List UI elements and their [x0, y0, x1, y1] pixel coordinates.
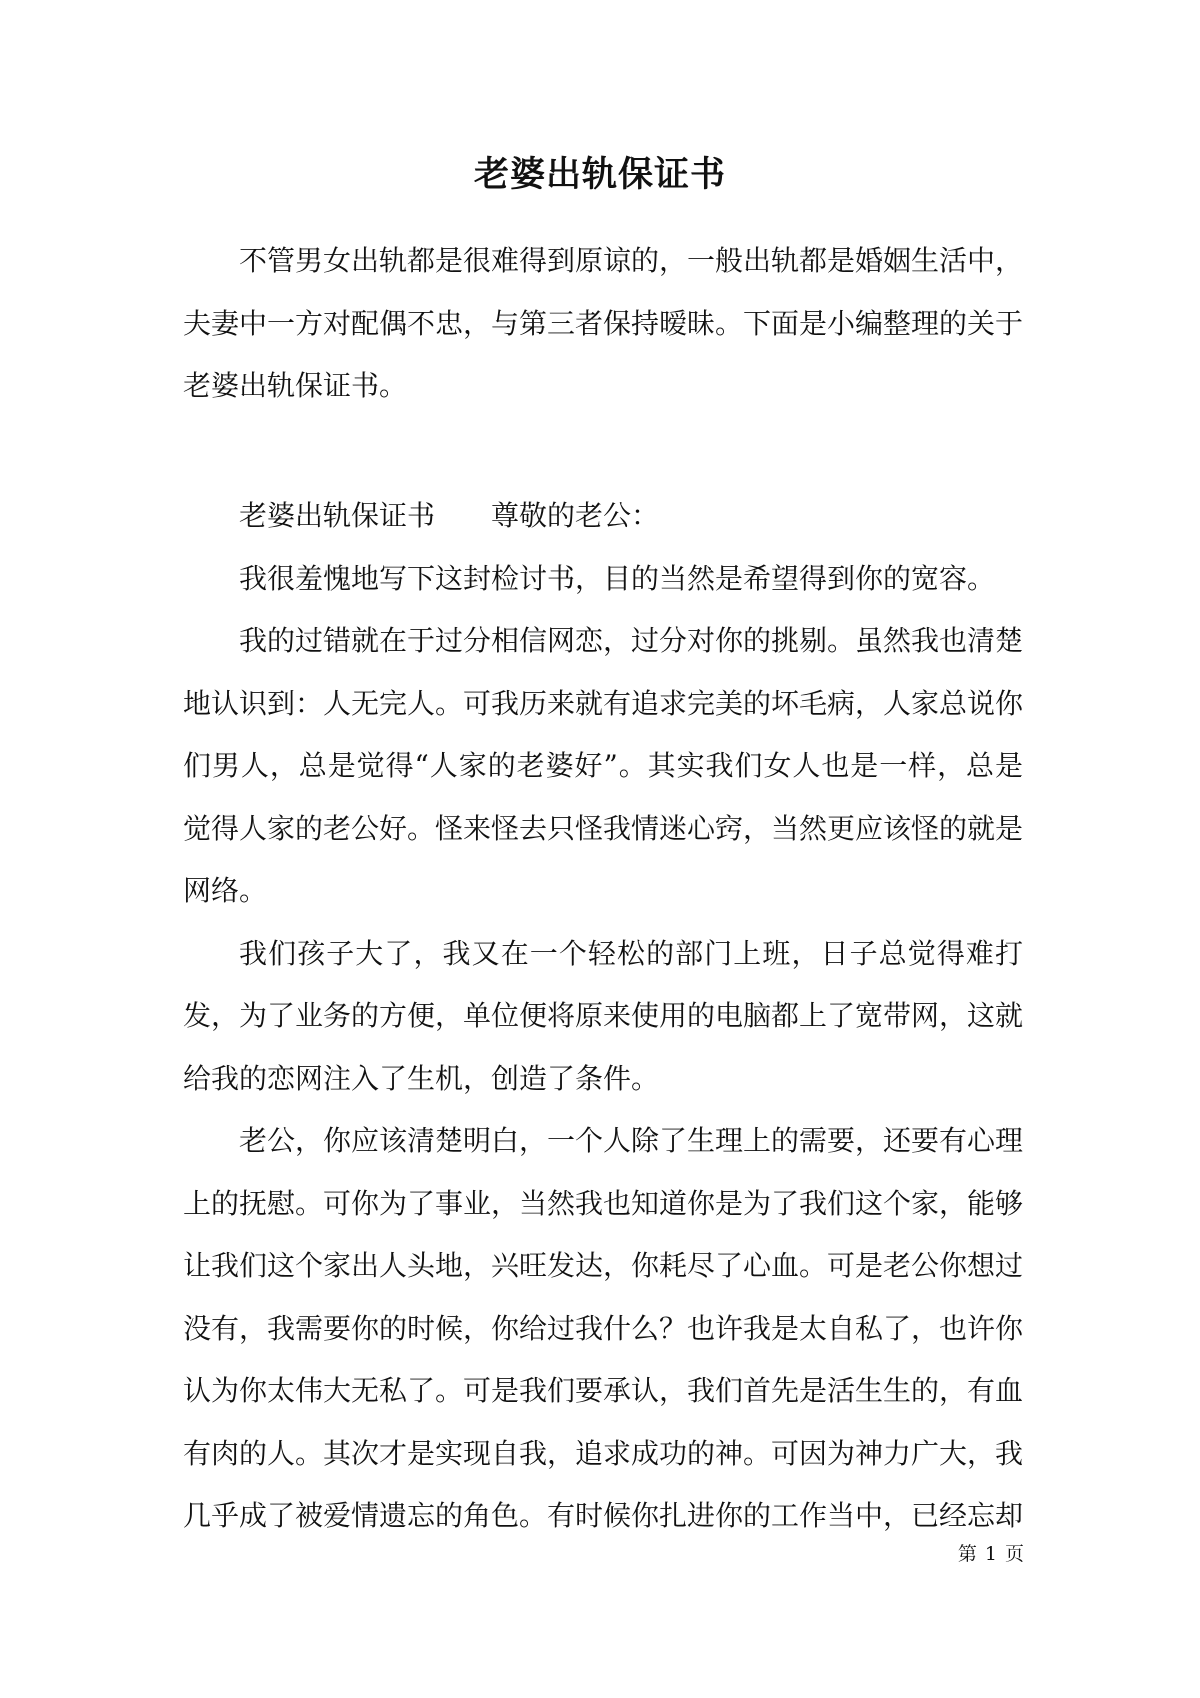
document-title: 老婆出轨保证书 [473, 154, 726, 195]
letter-heading-title: 老婆出轨保证书 [239, 499, 436, 532]
letter-paragraph: 我很羞愧地写下这封检讨书，目的当然是希望得到你的宽容。 [239, 561, 996, 595]
footer-prefix: 第 [957, 1543, 977, 1565]
letter-paragraph: 我的过错就在于过分相信网恋，过分对你的挑剔。虽然我也清楚地认识到：人无完人。可我历来就有追求完美的坏毛病，人家总说你们男人，总是觉得“人家的老婆好”。其实我们女人也是一样，总是觉得人家的老公好。怪来怪去只怪我情迷心窍，当然更应该怪的就是网络。 [183, 624, 1024, 907]
page-footer [958, 1542, 1024, 1566]
letter-heading-line [183, 485, 1023, 548]
letter-block [183, 485, 1023, 1548]
intro-block [183, 230, 1023, 418]
letter-salutation: 尊敬的老公： [491, 499, 660, 532]
page-number: 1 [984, 1543, 997, 1565]
letter-paragraph: 老公，你应该清楚明白，一个人除了生理上的需要，还要有心理上的抚慰。可你为了事业，当然我也知道你是为了我们这个家，能够让我们这个家出人头地，兴旺发达，你耗尽了心血。可是老公你想过没有，我需要你的时候，你给过我什么？也许我是太自私了，也许你认为你太伟大无私了。可是我们要承认，我们首先是活生生的，有血有肉的人。其次才是实现自我，追求成功的神。可因为神力广大，我几乎成了被爱情遗忘的角色。有时候你扎进你的工作当中，已经忘却 [183, 1124, 1024, 1532]
intro-paragraph: 不管男女出轨都是很难得到原谅的，一般出轨都是婚姻生活中，夫妻中一方对配偶不忠，与第三者保持暧昧。下面是小编整理的关于老婆出轨保证书。 [183, 244, 1024, 402]
letter-paragraph: 我们孩子大了，我又在一个轻松的部门上班，日子总觉得难打发，为了业务的方便，单位便将原来使用的电脑都上了宽带网，这就给我的恋网注入了生机，创造了条件。 [183, 936, 1024, 1095]
footer-suffix: 页 [1004, 1543, 1024, 1565]
